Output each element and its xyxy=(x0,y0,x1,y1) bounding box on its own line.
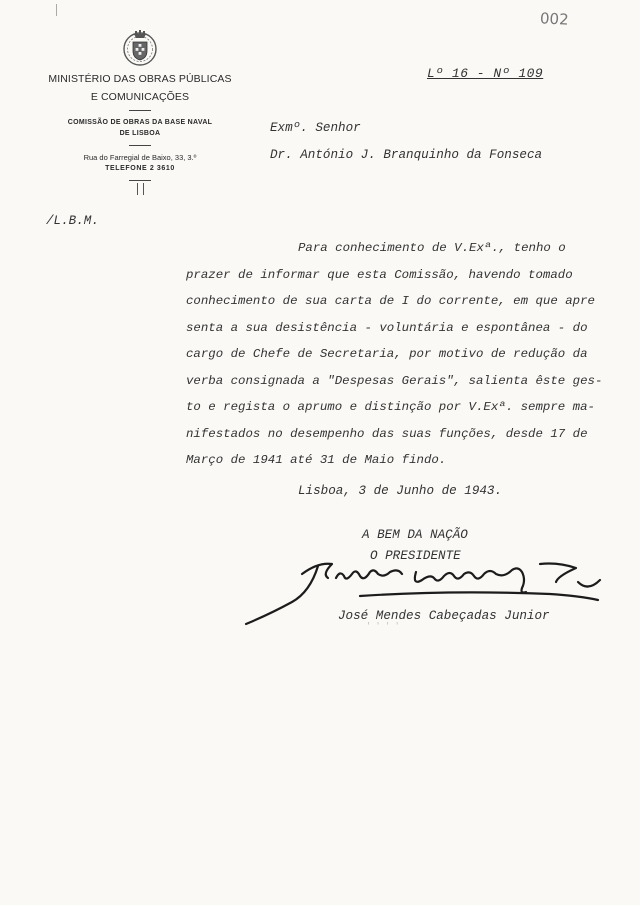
body-line: cargo de Chefe de Secretaria, por motivo de redução da xyxy=(186,347,588,361)
divider-hook xyxy=(137,183,144,195)
ministry-name-line2: E COMUNICAÇÕES xyxy=(90,91,190,103)
signatory-title: O PRESIDENTE xyxy=(370,549,461,563)
body-line: verba consignada a "Despesas Gerais", salienta êste ges- xyxy=(186,373,603,388)
divider xyxy=(129,110,151,111)
commission-name-line1: COMISSÃO DE OBRAS DA BASE NAVAL xyxy=(67,119,213,126)
commission-name-line2: DE LISBOA xyxy=(119,130,161,137)
letter-body xyxy=(186,235,606,474)
divider xyxy=(129,145,151,146)
signatory-name: José Mendes Cabeçadas Junior xyxy=(338,609,550,623)
body-line: prazer de informar que esta Comissão, havendo tomado xyxy=(186,267,573,282)
salutation: Exmº. Senhor xyxy=(270,121,361,135)
body-line: senta a sua desistência - voluntária e espontânea - do xyxy=(186,320,588,335)
closing-motto: A BEM DA NAÇÃO xyxy=(362,528,468,542)
letterhead xyxy=(40,28,240,195)
ministry-name-line1: MINISTÉRIO DAS OBRAS PÚBLICAS xyxy=(48,73,232,85)
telephone: TELEFONE 2 3610 xyxy=(105,165,175,172)
body-line: conhecimento de sua carta de I do corrente, em que apre xyxy=(186,294,595,308)
ink-smudge: ' ' ' ' xyxy=(366,622,400,631)
archive-number: 002 xyxy=(539,9,570,29)
typist-initials: /L.B.M. xyxy=(46,214,99,228)
body-line: to e regista o aprumo e distinção por V.Exª. sempre ma- xyxy=(186,400,595,414)
reference-number: Lº 16 - Nº 109 xyxy=(427,66,544,81)
coat-of-arms-icon xyxy=(120,28,160,68)
place-and-date: Lisboa, 3 de Junho de 1943. xyxy=(298,484,503,498)
margin-mark xyxy=(56,4,57,16)
divider xyxy=(129,180,151,181)
body-line: nifestados no desempenho das suas funções, desde 17 de xyxy=(186,426,588,441)
recipient: Dr. António J. Branquinho da Fonseca xyxy=(270,148,543,162)
body-line: Para conhecimento de V.Exª., tenho o xyxy=(298,241,566,255)
address: Rua do Farregial de Baixo, 33, 3.º xyxy=(83,153,197,162)
body-line: Março de 1941 até 31 de Maio findo. xyxy=(186,453,447,467)
